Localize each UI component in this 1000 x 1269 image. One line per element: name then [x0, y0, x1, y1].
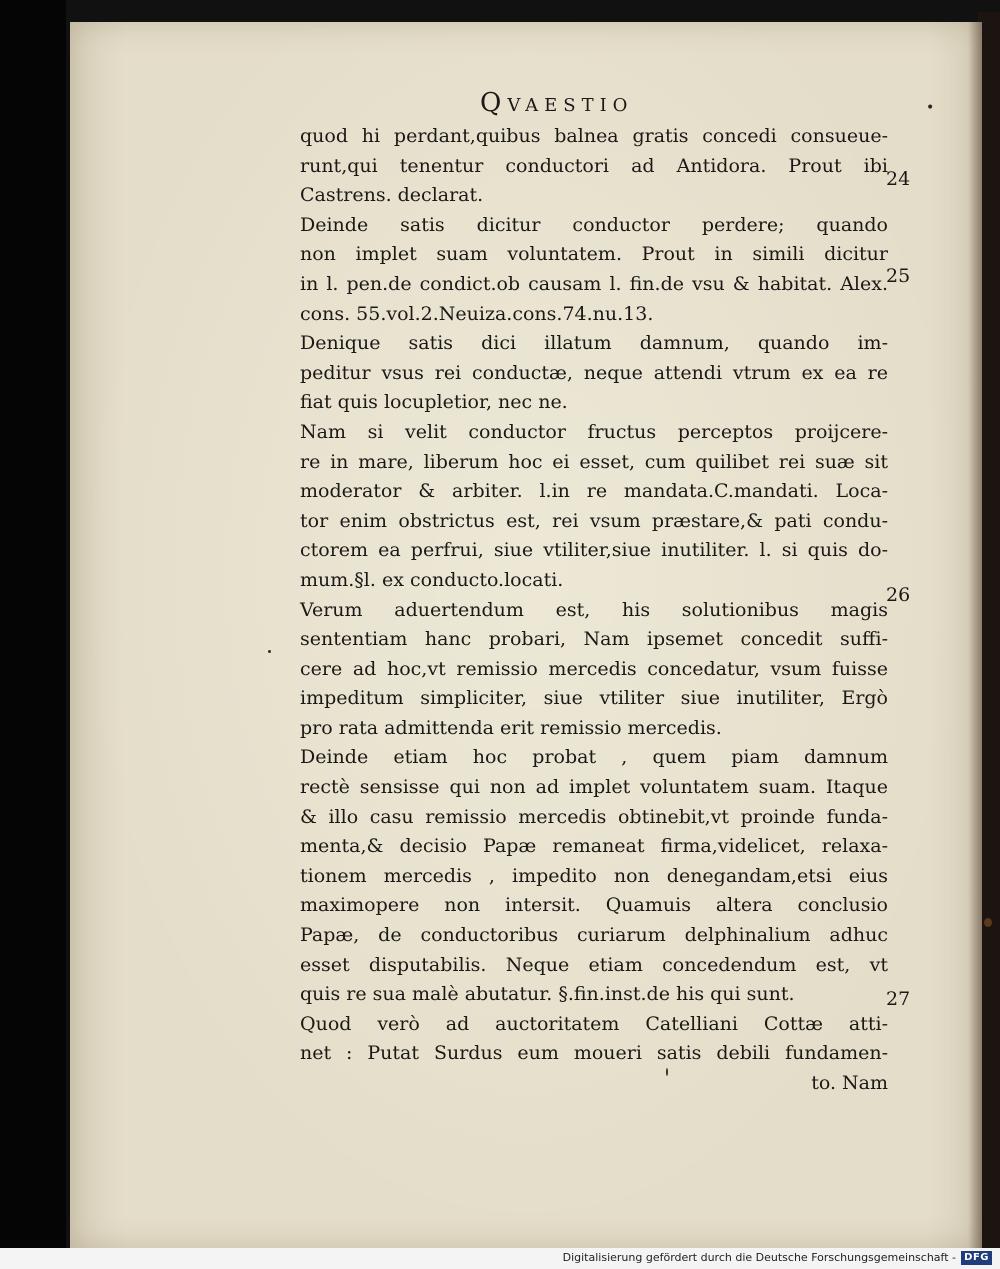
text-line: mum.§l. ex conducto.locati.	[300, 568, 564, 591]
ink-mark: •	[926, 100, 935, 116]
text-line: & illo casu remissio mercedis obtinebit,vt proinde funda-	[300, 805, 888, 828]
text-line: cons. 55.vol.2.Neuiza.cons.74.nu.13.	[300, 302, 654, 325]
text-line: impeditum simpliciter, siue vtiliter siue inutiliter, Ergò	[300, 687, 888, 710]
margin-number-27: 27	[886, 988, 911, 1010]
text-line: Deinde satis dicitur conductor perdere; quando	[300, 213, 888, 236]
text-line: re in mare, liberum hoc ei esset, cum quilibet rei suæ sit	[300, 450, 888, 473]
page-gutter-shadow	[968, 22, 982, 1248]
footer-credit: Digitalisierung gefördert durch die Deutsche Forschungsgemeinschaft -	[562, 1251, 956, 1264]
margin-number-25: 25	[886, 265, 911, 287]
text-line: Castrens. declarat.	[300, 184, 484, 207]
text-line: menta,& decisio Papæ remaneat firma,videlicet, relaxa-	[300, 835, 888, 858]
text-line: pro rata admittenda erit remissio mercedis.	[300, 716, 722, 739]
text-line: moderator & arbiter. l.in re mandata.C.mandati. Loca-	[300, 480, 888, 503]
margin-number-24: 24	[886, 168, 911, 190]
text-line: Papæ, de conductoribus curiarum delphinalium adhuc	[300, 924, 888, 947]
text-line: Quod verò ad auctoritatem Catelliani Cottæ atti-	[300, 1012, 888, 1035]
paper-speck	[268, 650, 271, 653]
text-line: Denique satis dici illatum damnum, quando im-	[300, 332, 888, 355]
text-line: sententiam hanc probari, Nam ipsemet concedit suffi-	[300, 628, 888, 651]
text-line: Verum aduertendum est, his solutionibus magis	[300, 598, 888, 621]
text-line: to. Nam	[811, 1072, 888, 1094]
text-line: tor enim obstrictus est, rei vsum præstare,& pati condu-	[300, 509, 888, 532]
text-line: in l. pen.de condict.ob causam l. fin.de vsu & habitat. Alex.	[300, 272, 888, 295]
text-line: fiat quis locupletior, nec ne.	[300, 391, 568, 414]
scan-left-edge	[0, 0, 66, 1248]
text-line: Nam si velit conductor fructus perceptos proijcere-	[300, 420, 888, 443]
paper-speck	[666, 1068, 668, 1076]
text-line: quis re sua malè abutatur. §.fin.inst.de his qui sunt.	[300, 983, 795, 1006]
footer-bar	[0, 1248, 1000, 1269]
text-line: quod hi perdant,quibus balnea gratis concedi consueue-	[300, 125, 888, 147]
text-line: cere ad hoc,vt remissio mercedis concedatur, vsum fuisse	[300, 657, 888, 680]
text-line: maximopere non intersit. Quamuis altera conclusio	[300, 894, 888, 917]
text-line: tionem mercedis , impedito non denegandam,etsi eius	[300, 864, 888, 887]
text-line: esset disputabilis. Neque etiam concedendum est, vt	[300, 953, 888, 976]
text-line: Deinde etiam hoc probat , quem piam damnum	[300, 746, 888, 769]
text-line: peditur vsus rei conductæ, neque attendi vtrum ex ea re	[300, 361, 888, 384]
text-line: net : Putat Surdus eum moueri satis debili fundamen-	[300, 1042, 888, 1065]
text-line: non implet suam voluntatem. Prout in simili dicitur	[300, 243, 888, 266]
text-line: rectè sensisse qui non ad implet voluntatem suam. Itaque	[300, 776, 888, 799]
body-text	[300, 122, 888, 1099]
dfg-logo: DFG	[961, 1251, 992, 1265]
paper-speck	[984, 918, 992, 927]
text-line: runt,qui tenentur conductori ad Antidora. Prout ibi	[300, 154, 888, 177]
text-line: ctorem ea perfrui, siue vtiliter,siue inutiliter. l. si quis do-	[300, 539, 888, 562]
running-head: Qvaestio	[480, 88, 634, 118]
margin-number-26: 26	[886, 584, 911, 606]
